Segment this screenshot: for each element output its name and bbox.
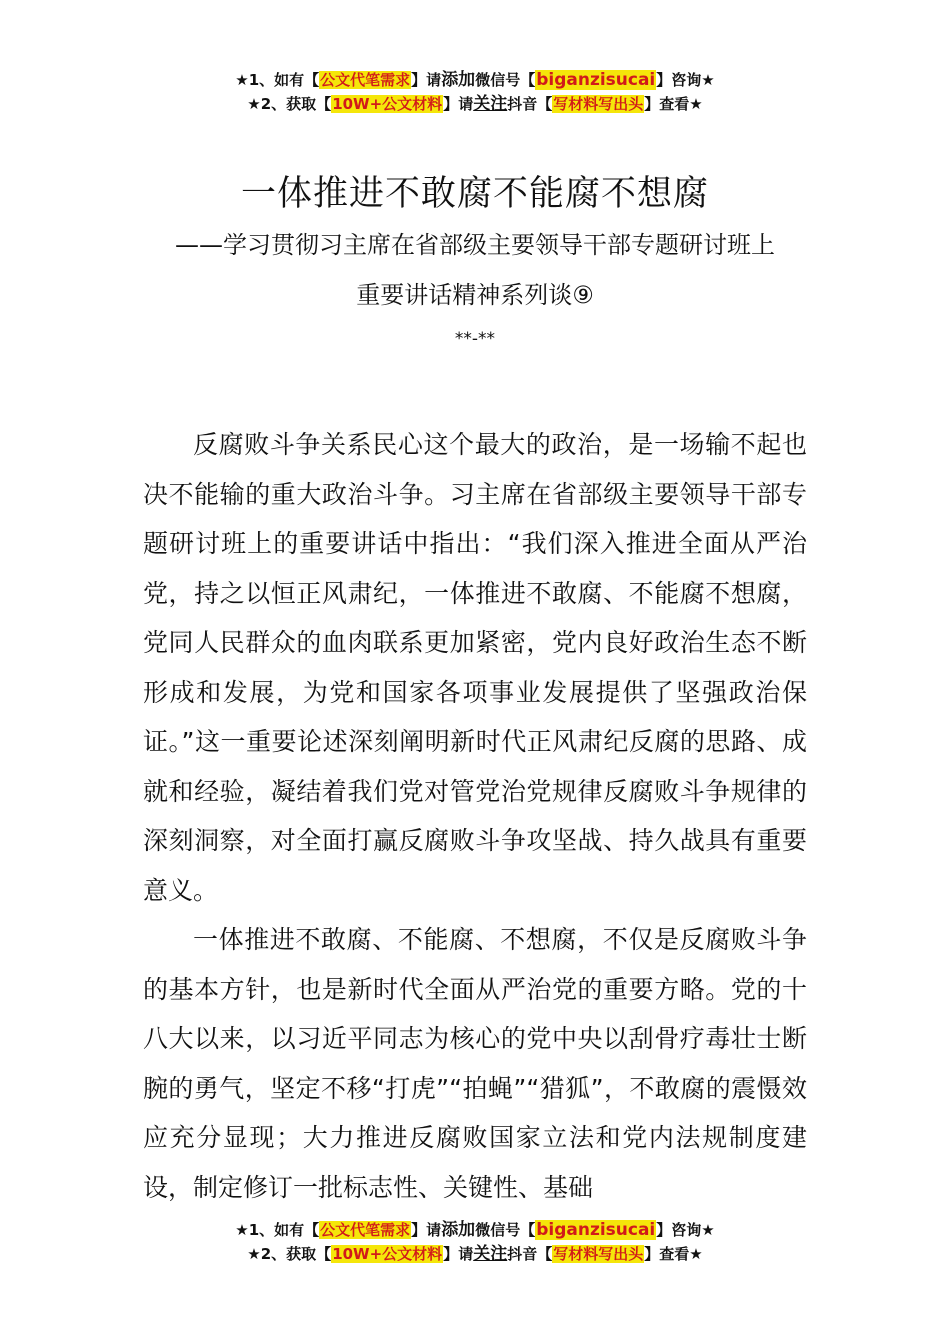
article-title: 一体推进不敢腐不能腐不想腐 [240, 174, 709, 214]
promo-highlight: 公文代笔需求 [320, 71, 411, 89]
star-icon: ★ [247, 95, 261, 113]
article-author: **-** [454, 329, 496, 349]
promo-text: 】咨询 [656, 1221, 702, 1239]
wechat-id: biganzisucai [536, 1220, 656, 1240]
douyin-account: 写材料写出头 [553, 1245, 644, 1263]
star-icon: ★ [689, 1245, 703, 1263]
promo-text: 】查看 [644, 95, 690, 113]
promo-line-2 [0, 92, 950, 116]
promo-text: 1、如有【 [248, 1221, 320, 1239]
promo-text: 抖音【 [507, 1245, 553, 1263]
promo-text: 】请 [411, 1221, 442, 1239]
promo-highlight: 10W+公文材料 [332, 1245, 443, 1263]
promo-highlight: 10W+公文材料 [332, 95, 443, 113]
promo-text: 微信号【 [475, 71, 536, 89]
star-icon: ★ [247, 1245, 261, 1263]
promo-text: 抖音【 [507, 95, 553, 113]
promo-text: 2、获取【 [260, 95, 332, 113]
article-subtitle-line-1: ——学习贯彻习主席在省部级主要领导干部专题研讨班上 [175, 231, 775, 259]
douyin-account: 写材料写出头 [553, 95, 644, 113]
promo-text: 】查看 [644, 1245, 690, 1263]
article-subtitle-line-2: 重要讲话精神系列谈⑨ [356, 281, 594, 309]
promo-emphasis: 添加 [441, 1220, 476, 1240]
promo-text: 】请 [443, 95, 474, 113]
promo-text: 微信号【 [475, 1221, 536, 1239]
promo-text: 】咨询 [656, 71, 702, 89]
promo-text: 1、如有【 [248, 71, 320, 89]
promo-banner-bottom [0, 1218, 950, 1266]
promo-line-1 [0, 68, 950, 92]
article-header [0, 168, 950, 356]
promo-line-1 [0, 1218, 950, 1242]
promo-banner-top [0, 68, 950, 116]
promo-line-2 [0, 1242, 950, 1266]
promo-text: 】请 [411, 71, 442, 89]
star-icon: ★ [701, 1221, 715, 1239]
promo-text: 2、获取【 [260, 1245, 332, 1263]
promo-emphasis: 关注 [473, 1244, 508, 1264]
promo-text: 】请 [443, 1245, 474, 1263]
paragraph: 一体推进不敢腐、不能腐、不想腐，不仅是反腐败斗争的基本方针，也是新时代全面从严治党的重要方略。党的十八大以来，以习近平同志为核心的党中央以刮骨疗毒壮士断腕的勇气，坚定不移“打虎”“拍蝇”“猎狐”，不敢腐的震慑效应充分显现；大力推进反腐败国家立法和党内法规制度建设，制定修订一批标志性、关键性、基础 [143, 925, 807, 1202]
paragraph: 反腐败斗争关系民心这个最大的政治，是一场输不起也决不能输的重大政治斗争。习主席在省部级主要领导干部专题研讨班上的重要讲话中指出：“我们深入推进全面从严治党，持之以恒正风肃纪，一体推进不敢腐、不能腐不想腐，党同人民群众的血肉联系更加紧密，党内良好政治生态不断形成和发展，为党和国家各项事业发展提供了坚强政治保证。”这一重要论述深刻阐明新时代正风肃纪反腐的思路、成就和经验，凝结着我们党对管党治党规律反腐败斗争规律的深刻洞察，对全面打赢反腐败斗争攻坚战、持久战具有重要意义。 [143, 430, 807, 905]
promo-highlight: 公文代笔需求 [320, 1221, 411, 1239]
article-body [143, 420, 807, 1212]
star-icon: ★ [689, 95, 703, 113]
star-icon: ★ [235, 1221, 249, 1239]
promo-emphasis: 关注 [473, 94, 508, 114]
wechat-id: biganzisucai [536, 70, 656, 90]
promo-emphasis: 添加 [441, 70, 476, 90]
star-icon: ★ [235, 71, 249, 89]
star-icon: ★ [701, 71, 715, 89]
